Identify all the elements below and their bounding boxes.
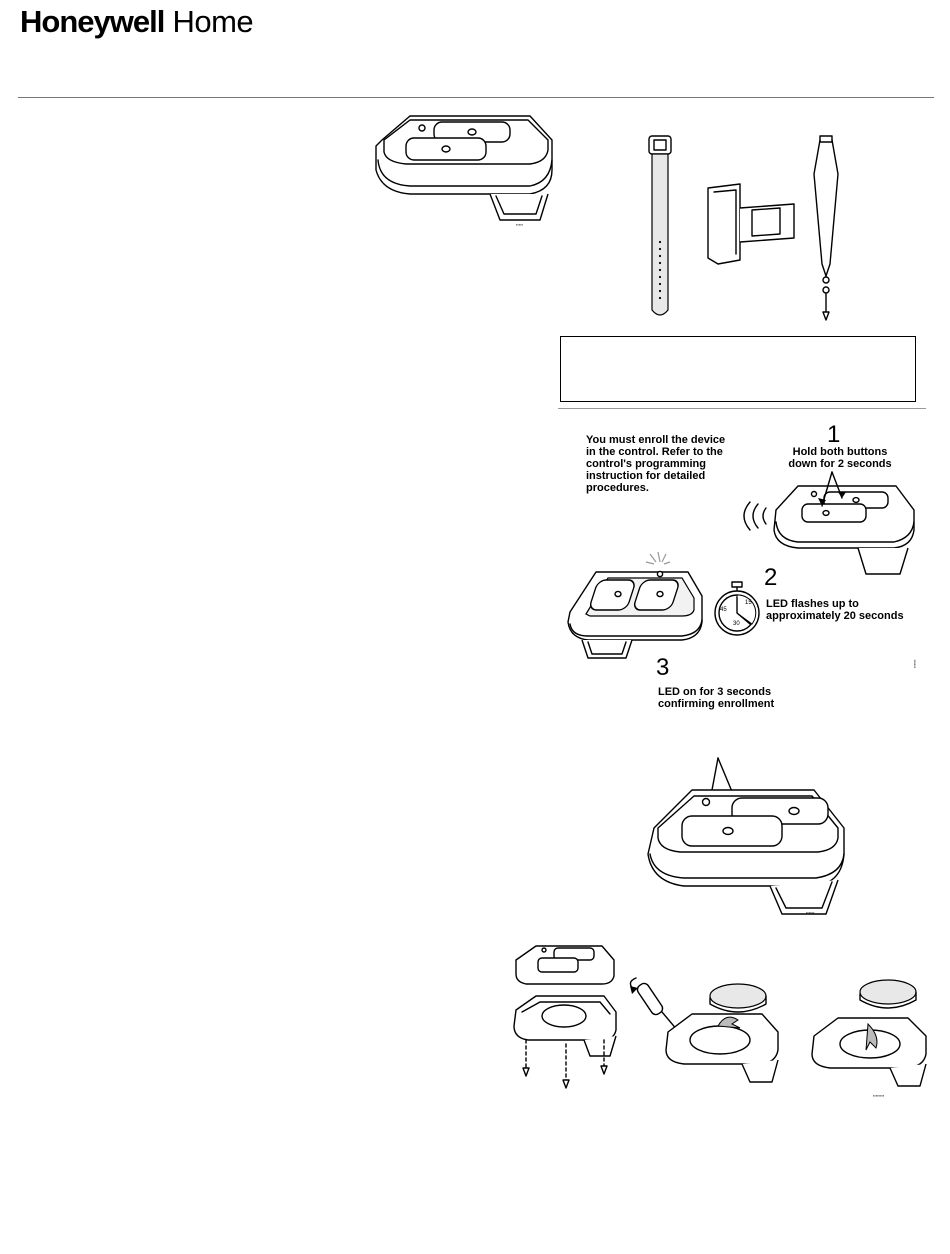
figure-code: ▪▪▪▪▪▪ [806, 910, 815, 915]
key-fob-illustration [370, 110, 560, 230]
brand-logo [20, 4, 253, 40]
key-fob-both-buttons-illustration [646, 754, 852, 916]
step-1-number: 1 [827, 421, 841, 448]
lanyard-illustration [806, 134, 846, 324]
step-3-text: LED on for 3 seconds confirming enrollment [658, 686, 775, 710]
wrist-strap-illustration [640, 132, 680, 322]
figure-code: ▪▪▪▪▪▪▪▪ [873, 1093, 885, 1098]
step-2-text: LED flashes up to approximately 20 seconds [766, 598, 904, 622]
stopwatch-icon [710, 582, 764, 638]
led-flash-icon [646, 552, 670, 564]
timer-mark-15: 15 [745, 600, 752, 606]
timer-mark-30: 30 [733, 621, 740, 627]
figure-code: ▪▪▪▪▪ [516, 222, 524, 227]
enroll-instructions: You must enroll the device in the control. Refer to the control's programming instruction for detailed procedures. [586, 434, 726, 494]
timer-mark-45: 45 [720, 607, 727, 613]
battery-insert-illustration [808, 974, 938, 1090]
battery-disassembly-illustration [510, 940, 626, 1090]
belt-clip-illustration [700, 182, 800, 272]
brand-name-light: Home [172, 4, 254, 39]
step-3-number: 3 [656, 654, 670, 681]
header-divider [18, 97, 934, 98]
figure-code: ▪▪▪▪▪▪ [912, 659, 917, 668]
battery-removal-illustration [622, 976, 786, 1090]
note-box [560, 336, 916, 402]
key-fob-led-flash-illustration [566, 550, 706, 662]
step-1-text: Hold both buttons down for 2 seconds [788, 446, 892, 470]
key-fob-enroll-press-illustration [768, 470, 918, 580]
brand-name-bold: Honeywell [20, 4, 165, 39]
step-2-number: 2 [764, 564, 778, 591]
section-divider [558, 408, 926, 409]
